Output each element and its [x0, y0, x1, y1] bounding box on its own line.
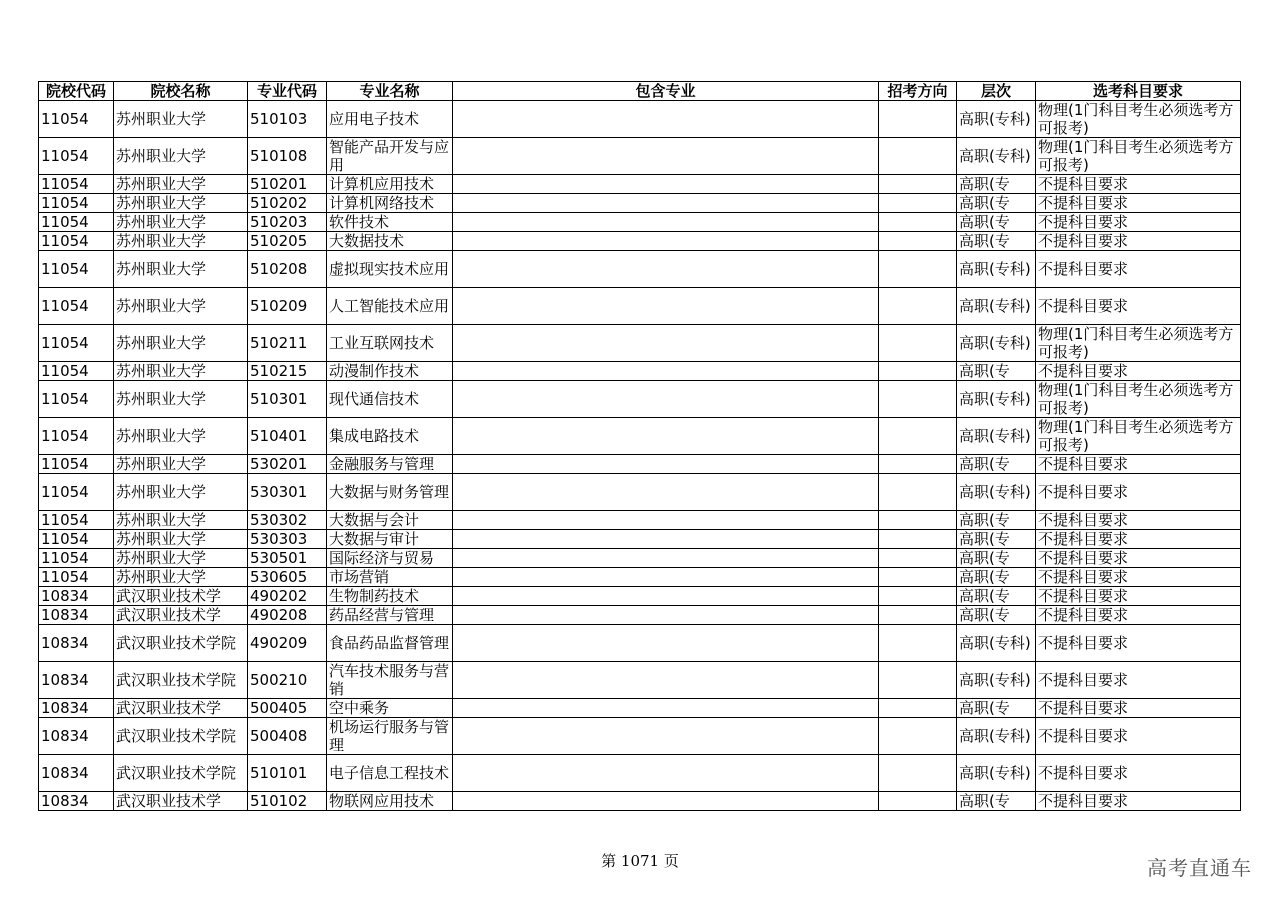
cell-school-name: 苏州职业大学: [114, 511, 248, 530]
watermark-text: 高考直通车: [1147, 856, 1252, 880]
cell-school-code: 11054: [39, 251, 114, 288]
cell-direction: [879, 755, 957, 792]
cell-subject-requirement: 物理(1门科目考生必须选考方可报考): [1036, 381, 1241, 418]
cell-direction: [879, 455, 957, 474]
cell-level: 高职(专科): [957, 251, 1036, 288]
cell-level: 高职(专: [957, 568, 1036, 587]
cell-direction: [879, 175, 957, 194]
cell-level: 高职(专科): [957, 755, 1036, 792]
cell-major-code: 510208: [248, 251, 327, 288]
cell-school-code: 11054: [39, 175, 114, 194]
cell-school-code: 10834: [39, 625, 114, 662]
cell-school-name: 武汉职业技术学院: [114, 755, 248, 792]
cell-included-majors: [453, 587, 879, 606]
cell-included-majors: [453, 101, 879, 138]
cell-school-name: 苏州职业大学: [114, 101, 248, 138]
cell-direction: [879, 362, 957, 381]
cell-school-name: 苏州职业大学: [114, 325, 248, 362]
table-row: [39, 288, 1241, 325]
cell-major-code: 490208: [248, 606, 327, 625]
cell-subject-requirement: 不提科目要求: [1036, 718, 1241, 755]
table-row: [39, 138, 1241, 175]
cell-included-majors: [453, 549, 879, 568]
table-row: [39, 101, 1241, 138]
cell-school-code: 11054: [39, 194, 114, 213]
table-row: [39, 418, 1241, 455]
cell-level: 高职(专科): [957, 325, 1036, 362]
cell-included-majors: [453, 194, 879, 213]
table-row: [39, 792, 1241, 811]
cell-subject-requirement: 物理(1门科目考生必须选考方可报考): [1036, 101, 1241, 138]
cell-included-majors: [453, 325, 879, 362]
cell-major-name: 大数据与财务管理: [327, 474, 453, 511]
cell-included-majors: [453, 792, 879, 811]
cell-level: 高职(专: [957, 175, 1036, 194]
cell-subject-requirement: 不提科目要求: [1036, 362, 1241, 381]
cell-school-name: 苏州职业大学: [114, 251, 248, 288]
cell-level: 高职(专: [957, 511, 1036, 530]
table-row: [39, 213, 1241, 232]
cell-school-code: 10834: [39, 587, 114, 606]
header-level: 层次: [957, 82, 1036, 101]
cell-level: 高职(专: [957, 699, 1036, 718]
cell-direction: [879, 587, 957, 606]
table-row: [39, 251, 1241, 288]
cell-direction: [879, 474, 957, 511]
cell-school-name: 苏州职业大学: [114, 568, 248, 587]
cell-subject-requirement: 不提科目要求: [1036, 755, 1241, 792]
cell-major-code: 510203: [248, 213, 327, 232]
table-row: [39, 625, 1241, 662]
cell-included-majors: [453, 699, 879, 718]
header-school-code: 院校代码: [39, 82, 114, 101]
cell-direction: [879, 662, 957, 699]
cell-major-code: 530201: [248, 455, 327, 474]
cell-direction: [879, 625, 957, 662]
cell-included-majors: [453, 232, 879, 251]
cell-included-majors: [453, 138, 879, 175]
cell-subject-requirement: 不提科目要求: [1036, 175, 1241, 194]
cell-level: 高职(专: [957, 587, 1036, 606]
cell-school-name: 武汉职业技术学院: [114, 662, 248, 699]
cell-subject-requirement: 不提科目要求: [1036, 662, 1241, 699]
cell-school-name: 苏州职业大学: [114, 288, 248, 325]
cell-major-code: 490209: [248, 625, 327, 662]
cell-school-name: 武汉职业技术学: [114, 792, 248, 811]
cell-school-code: 11054: [39, 138, 114, 175]
table-row: [39, 587, 1241, 606]
cell-direction: [879, 325, 957, 362]
cell-major-name: 计算机网络技术: [327, 194, 453, 213]
cell-major-name: 大数据技术: [327, 232, 453, 251]
cell-subject-requirement: 物理(1门科目考生必须选考方可报考): [1036, 418, 1241, 455]
header-included-majors: 包含专业: [453, 82, 879, 101]
cell-subject-requirement: 不提科目要求: [1036, 194, 1241, 213]
cell-level: 高职(专: [957, 455, 1036, 474]
cell-direction: [879, 699, 957, 718]
cell-subject-requirement: 不提科目要求: [1036, 232, 1241, 251]
cell-subject-requirement: 不提科目要求: [1036, 474, 1241, 511]
table-row: [39, 381, 1241, 418]
cell-school-code: 11054: [39, 418, 114, 455]
cell-school-code: 11054: [39, 362, 114, 381]
cell-school-code: 11054: [39, 381, 114, 418]
cell-direction: [879, 511, 957, 530]
cell-included-majors: [453, 418, 879, 455]
table-row: [39, 530, 1241, 549]
header-major-code: 专业代码: [248, 82, 327, 101]
cell-level: 高职(专科): [957, 101, 1036, 138]
table-row: [39, 194, 1241, 213]
cell-included-majors: [453, 362, 879, 381]
cell-school-name: 苏州职业大学: [114, 232, 248, 251]
cell-subject-requirement: 物理(1门科目考生必须选考方可报考): [1036, 325, 1241, 362]
cell-major-name: 空中乘务: [327, 699, 453, 718]
cell-major-name: 电子信息工程技术: [327, 755, 453, 792]
cell-level: 高职(专: [957, 194, 1036, 213]
cell-school-name: 武汉职业技术学院: [114, 625, 248, 662]
cell-direction: [879, 232, 957, 251]
cell-direction: [879, 288, 957, 325]
cell-major-name: 智能产品开发与应用: [327, 138, 453, 175]
table-row: [39, 175, 1241, 194]
cell-major-name: 大数据与会计: [327, 511, 453, 530]
cell-major-code: 530303: [248, 530, 327, 549]
cell-major-name: 应用电子技术: [327, 101, 453, 138]
cell-direction: [879, 549, 957, 568]
cell-major-name: 市场营销: [327, 568, 453, 587]
admissions-table: [38, 81, 1241, 811]
cell-included-majors: [453, 511, 879, 530]
cell-direction: [879, 251, 957, 288]
cell-direction: [879, 718, 957, 755]
cell-school-code: 10834: [39, 699, 114, 718]
cell-subject-requirement: 不提科目要求: [1036, 699, 1241, 718]
cell-level: 高职(专科): [957, 474, 1036, 511]
cell-school-name: 武汉职业技术学: [114, 699, 248, 718]
cell-subject-requirement: 不提科目要求: [1036, 587, 1241, 606]
cell-school-name: 苏州职业大学: [114, 213, 248, 232]
cell-school-name: 苏州职业大学: [114, 418, 248, 455]
cell-major-name: 国际经济与贸易: [327, 549, 453, 568]
cell-major-name: 金融服务与管理: [327, 455, 453, 474]
cell-school-code: 11054: [39, 474, 114, 511]
cell-included-majors: [453, 625, 879, 662]
cell-subject-requirement: 不提科目要求: [1036, 792, 1241, 811]
table-row: [39, 699, 1241, 718]
cell-school-code: 11054: [39, 325, 114, 362]
table-row: [39, 662, 1241, 699]
cell-level: 高职(专: [957, 232, 1036, 251]
cell-major-name: 工业互联网技术: [327, 325, 453, 362]
cell-school-name: 苏州职业大学: [114, 138, 248, 175]
cell-major-code: 510209: [248, 288, 327, 325]
cell-major-code: 500405: [248, 699, 327, 718]
cell-included-majors: [453, 662, 879, 699]
cell-major-name: 计算机应用技术: [327, 175, 453, 194]
cell-school-name: 苏州职业大学: [114, 381, 248, 418]
cell-included-majors: [453, 474, 879, 511]
header-subject-requirement: 选考科目要求: [1036, 82, 1241, 101]
cell-school-code: 11054: [39, 530, 114, 549]
cell-school-code: 10834: [39, 755, 114, 792]
cell-major-name: 大数据与审计: [327, 530, 453, 549]
cell-direction: [879, 101, 957, 138]
table-row: [39, 568, 1241, 587]
cell-school-code: 11054: [39, 455, 114, 474]
cell-school-name: 苏州职业大学: [114, 530, 248, 549]
cell-school-code: 10834: [39, 718, 114, 755]
cell-included-majors: [453, 251, 879, 288]
cell-school-name: 武汉职业技术学院: [114, 718, 248, 755]
cell-level: 高职(专: [957, 530, 1036, 549]
cell-level: 高职(专科): [957, 381, 1036, 418]
header-major-name: 专业名称: [327, 82, 453, 101]
cell-school-code: 10834: [39, 792, 114, 811]
table-row: [39, 511, 1241, 530]
cell-subject-requirement: 不提科目要求: [1036, 549, 1241, 568]
cell-direction: [879, 138, 957, 175]
cell-major-code: 510103: [248, 101, 327, 138]
cell-included-majors: [453, 606, 879, 625]
cell-major-code: 530302: [248, 511, 327, 530]
cell-level: 高职(专: [957, 213, 1036, 232]
cell-major-name: 人工智能技术应用: [327, 288, 453, 325]
cell-school-code: 10834: [39, 662, 114, 699]
cell-major-code: 500210: [248, 662, 327, 699]
cell-major-code: 510101: [248, 755, 327, 792]
table-row: [39, 718, 1241, 755]
cell-included-majors: [453, 455, 879, 474]
cell-major-name: 机场运行服务与管理: [327, 718, 453, 755]
cell-included-majors: [453, 530, 879, 549]
cell-major-name: 现代通信技术: [327, 381, 453, 418]
cell-school-name: 苏州职业大学: [114, 362, 248, 381]
cell-school-name: 苏州职业大学: [114, 549, 248, 568]
cell-level: 高职(专: [957, 549, 1036, 568]
cell-major-code: 530501: [248, 549, 327, 568]
header-school-name: 院校名称: [114, 82, 248, 101]
cell-school-name: 武汉职业技术学: [114, 587, 248, 606]
cell-school-name: 苏州职业大学: [114, 455, 248, 474]
cell-included-majors: [453, 755, 879, 792]
cell-included-majors: [453, 568, 879, 587]
table-row: [39, 549, 1241, 568]
table-row: [39, 362, 1241, 381]
cell-included-majors: [453, 381, 879, 418]
table-row: [39, 474, 1241, 511]
cell-major-code: 510301: [248, 381, 327, 418]
cell-major-code: 510215: [248, 362, 327, 381]
cell-major-code: 510211: [248, 325, 327, 362]
cell-major-code: 530605: [248, 568, 327, 587]
header-direction: 招考方向: [879, 82, 957, 101]
cell-subject-requirement: 不提科目要求: [1036, 530, 1241, 549]
cell-subject-requirement: 不提科目要求: [1036, 288, 1241, 325]
cell-subject-requirement: 不提科目要求: [1036, 568, 1241, 587]
cell-school-name: 苏州职业大学: [114, 194, 248, 213]
cell-level: 高职(专科): [957, 418, 1036, 455]
cell-major-name: 汽车技术服务与营销: [327, 662, 453, 699]
cell-level: 高职(专: [957, 606, 1036, 625]
cell-subject-requirement: 不提科目要求: [1036, 213, 1241, 232]
cell-school-name: 苏州职业大学: [114, 474, 248, 511]
cell-school-code: 11054: [39, 101, 114, 138]
cell-school-code: 11054: [39, 511, 114, 530]
cell-included-majors: [453, 718, 879, 755]
cell-level: 高职(专科): [957, 288, 1036, 325]
cell-included-majors: [453, 213, 879, 232]
cell-subject-requirement: 不提科目要求: [1036, 455, 1241, 474]
cell-subject-requirement: 不提科目要求: [1036, 251, 1241, 288]
cell-major-name: 软件技术: [327, 213, 453, 232]
table-row: [39, 325, 1241, 362]
cell-major-code: 510202: [248, 194, 327, 213]
cell-school-code: 11054: [39, 213, 114, 232]
cell-level: 高职(专科): [957, 662, 1036, 699]
cell-major-name: 物联网应用技术: [327, 792, 453, 811]
cell-included-majors: [453, 175, 879, 194]
cell-level: 高职(专科): [957, 625, 1036, 662]
cell-major-code: 510201: [248, 175, 327, 194]
table-row: [39, 606, 1241, 625]
cell-subject-requirement: 不提科目要求: [1036, 625, 1241, 662]
cell-major-name: 食品药品监督管理: [327, 625, 453, 662]
cell-level: 高职(专: [957, 792, 1036, 811]
cell-direction: [879, 213, 957, 232]
cell-direction: [879, 530, 957, 549]
cell-direction: [879, 606, 957, 625]
header-row: [39, 82, 1241, 101]
cell-school-code: 11054: [39, 288, 114, 325]
cell-major-code: 490202: [248, 587, 327, 606]
cell-major-code: 530301: [248, 474, 327, 511]
cell-subject-requirement: 物理(1门科目考生必须选考方可报考): [1036, 138, 1241, 175]
cell-major-code: 510401: [248, 418, 327, 455]
cell-direction: [879, 381, 957, 418]
table-row: [39, 755, 1241, 792]
cell-level: 高职(专科): [957, 138, 1036, 175]
cell-major-name: 集成电路技术: [327, 418, 453, 455]
cell-school-name: 苏州职业大学: [114, 175, 248, 194]
cell-included-majors: [453, 288, 879, 325]
table-row: [39, 232, 1241, 251]
cell-level: 高职(专科): [957, 718, 1036, 755]
cell-subject-requirement: 不提科目要求: [1036, 606, 1241, 625]
cell-major-name: 生物制药技术: [327, 587, 453, 606]
cell-school-code: 11054: [39, 232, 114, 251]
cell-school-code: 11054: [39, 549, 114, 568]
cell-major-code: 510205: [248, 232, 327, 251]
cell-school-code: 10834: [39, 606, 114, 625]
cell-school-code: 11054: [39, 568, 114, 587]
page-number: 第 1071 页: [601, 852, 679, 870]
cell-major-code: 510102: [248, 792, 327, 811]
cell-direction: [879, 792, 957, 811]
cell-major-name: 虚拟现实技术应用: [327, 251, 453, 288]
cell-major-name: 动漫制作技术: [327, 362, 453, 381]
cell-major-code: 500408: [248, 718, 327, 755]
cell-direction: [879, 568, 957, 587]
cell-school-name: 武汉职业技术学: [114, 606, 248, 625]
cell-direction: [879, 418, 957, 455]
cell-major-code: 510108: [248, 138, 327, 175]
cell-subject-requirement: 不提科目要求: [1036, 511, 1241, 530]
cell-direction: [879, 194, 957, 213]
cell-level: 高职(专: [957, 362, 1036, 381]
cell-major-name: 药品经营与管理: [327, 606, 453, 625]
table-row: [39, 455, 1241, 474]
